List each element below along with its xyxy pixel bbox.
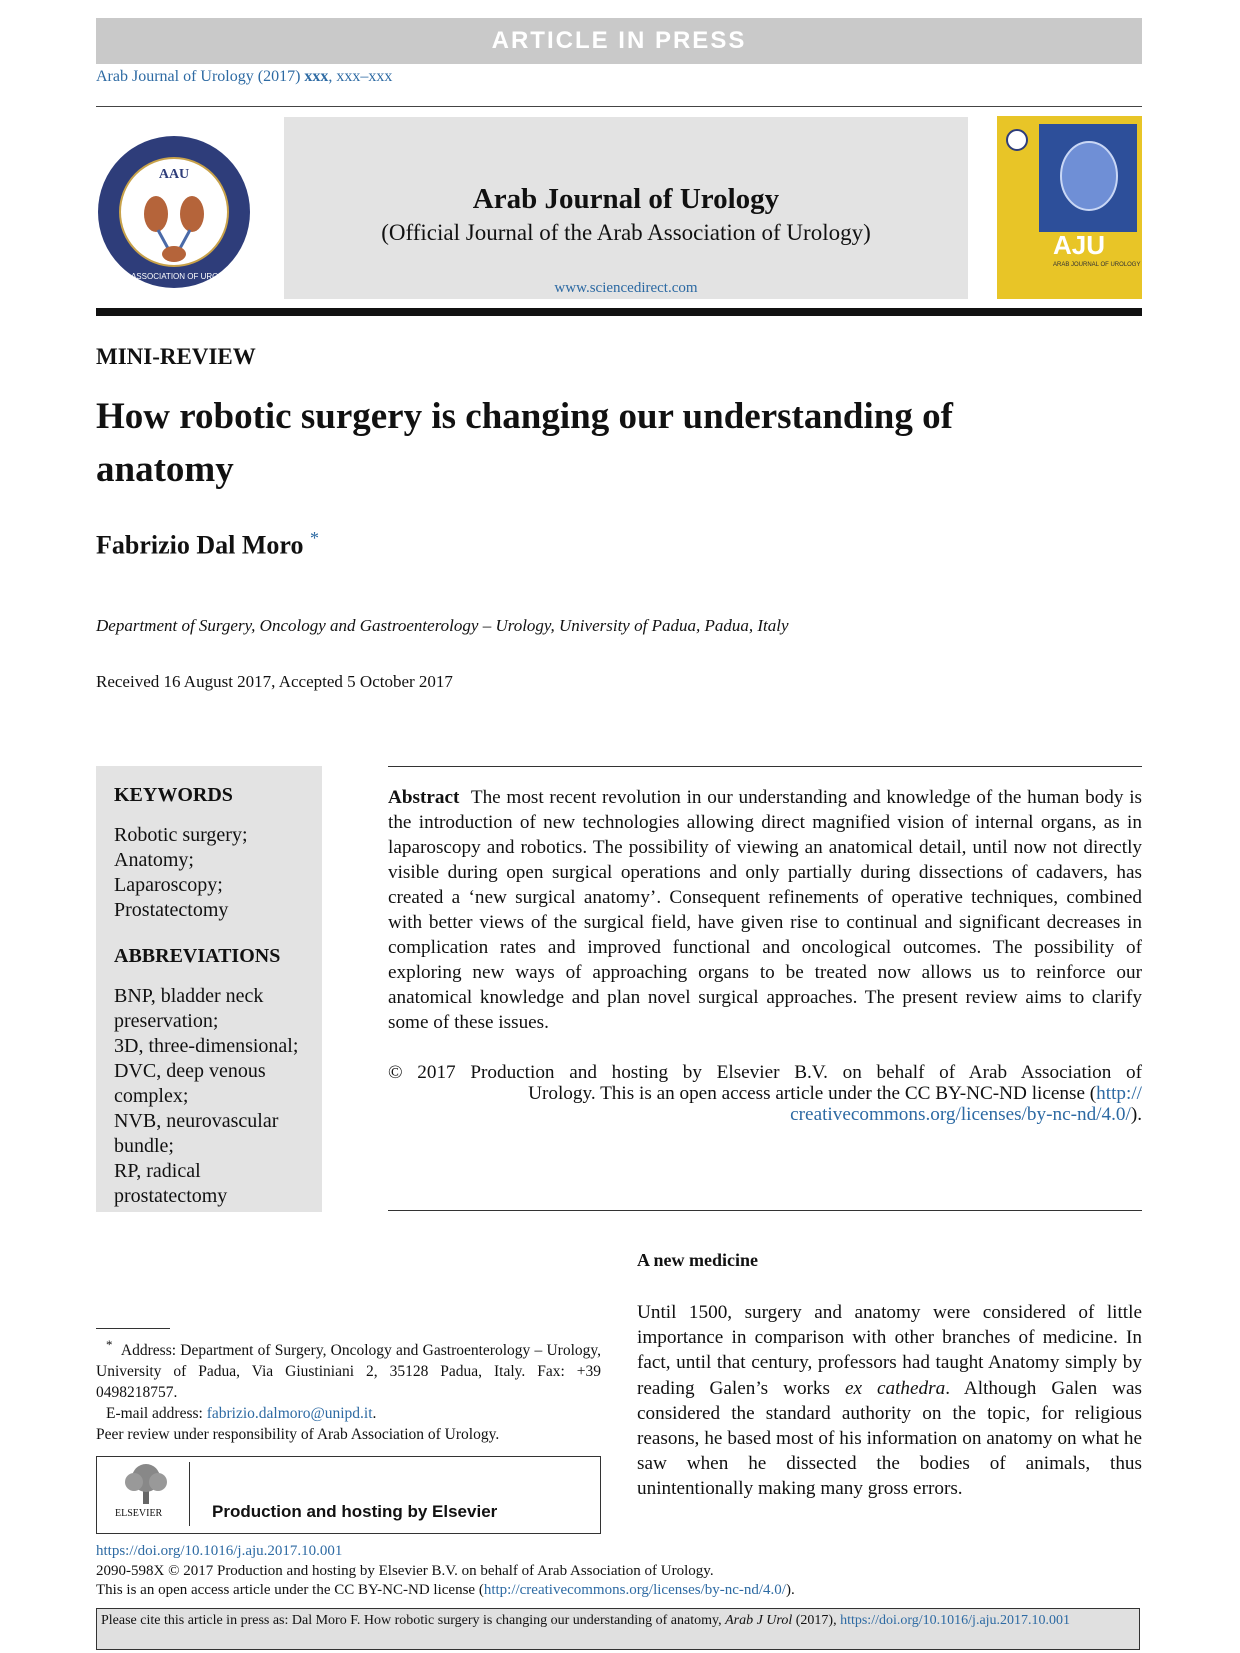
email-link[interactable]: fabrizio.dalmoro@unipd.it — [206, 1405, 373, 1423]
keywords-list — [114, 823, 322, 923]
keywords-heading: KEYWORDS — [114, 784, 233, 806]
cover-subtitle: ARAB JOURNAL OF UROLOGY — [1053, 262, 1141, 268]
cover-aju-label: AJU — [1053, 230, 1106, 260]
peer-review-note: Peer review under responsibility of Arab Association of Urology. — [96, 1426, 500, 1444]
license-line: This is an open access article under the CC BY-NC-ND license (http://creativecommons.org/licenses/by-nc-nd/4.0/). — [96, 1582, 795, 1598]
copyright-line-3: creativecommons.org/licenses/by-nc-nd/4.0/). — [790, 1104, 1142, 1125]
journal-cover — [997, 116, 1142, 299]
logo-ring-text: ARAB ASSOCIATION OF UROLOGY — [107, 272, 241, 281]
abbreviation-line: preservation; — [114, 1010, 219, 1032]
abbreviations-heading: ABBREVIATIONS — [114, 945, 281, 967]
footnote-address: * Address: Department of Surgery, Oncology and Gastroenterology – Urology, University of Padua, Via Giustiniani 2, 35128 Padua, Italy. Fax: +39 0498218757. — [96, 1337, 601, 1402]
license-url[interactable]: http://creativecommons.org/licenses/by-nc-nd/4.0/ — [483, 1582, 786, 1598]
abbreviation-line: bundle; — [114, 1135, 174, 1157]
aau-logo — [96, 134, 252, 290]
sciencedirect-link[interactable]: www.sciencedirect.com — [554, 280, 698, 296]
abbreviation-line: 3D, three-dimensional; — [114, 1035, 299, 1057]
header-thick-rule — [96, 308, 1142, 316]
abbreviation-line: DVC, deep venous — [114, 1060, 266, 1082]
header-rule — [96, 106, 1142, 107]
abbreviation-line: BNP, bladder neck — [114, 985, 264, 1007]
cite-doi-link[interactable]: https://doi.org/10.1016/j.aju.2017.10.001 — [840, 1613, 1071, 1628]
footnote — [96, 1334, 601, 1445]
keyword-item: Robotic surgery; — [114, 824, 248, 846]
copyright-line-2: Urology. This is an open access article under the CC BY-NC-ND license (http:// — [528, 1083, 1142, 1104]
section-body: Until 1500, surgery and anatomy were considered of little importance in comparison with other branches of medicine. In fact, until that century, professors had taught Anatomy simply by reading Galen’s works ex cathedra. Although Galen was considered the standard authority on the topic, for religious reasons, he based most of his information on anatomy on what he saw when he dissected the bodies of animals, thus unintentionally making many gross errors. — [637, 1302, 1142, 1500]
journal-title: Arab Journal of Urology — [472, 183, 780, 215]
abbreviation-line: NVB, neurovascular — [114, 1110, 279, 1132]
keyword-item: Laparoscopy; — [114, 874, 223, 896]
elsevier-production: Production and hosting by Elsevier — [212, 1502, 498, 1521]
citation-line[interactable]: Arab Journal of Urology (2017) xxx, xxx–xxx — [96, 68, 393, 85]
received-accepted-dates: Received 16 August 2017, Accepted 5 October 2017 — [96, 672, 453, 691]
journal-header — [284, 117, 968, 299]
affiliation: Department of Surgery, Oncology and Gastroenterology – Urology, University of Padua, Padua, Italy — [96, 616, 789, 635]
logo-aau-text: AAU — [158, 167, 190, 182]
footnote-email: E-mail address: fabrizio.dalmoro@unipd.it. — [106, 1405, 377, 1423]
keyword-item: Prostatectomy — [114, 899, 229, 921]
article-title: How robotic surgery is changing our understanding of anatomy — [96, 396, 953, 490]
keywords-box — [96, 766, 322, 1212]
author-footnote-mark[interactable]: * — [309, 528, 319, 548]
keyword-item: Anatomy; — [114, 849, 194, 871]
abbreviation-line: RP, radical — [114, 1160, 201, 1182]
author-name: Fabrizio Dal Moro — [96, 530, 304, 560]
abstract — [388, 785, 1142, 1035]
license-link-a[interactable]: http:// — [1096, 1083, 1142, 1104]
abbreviations-list — [114, 984, 322, 1209]
abstract-label: Abstract — [388, 787, 460, 808]
doi-link[interactable]: https://doi.org/10.1016/j.aju.2017.10.001 — [96, 1543, 343, 1559]
journal-subtitle: (Official Journal of the Arab Association of Urology) — [381, 220, 871, 245]
abstract-bottom-rule — [388, 1210, 1142, 1211]
copyright-line-1: © 2017 Production and hosting by Elsevier B.V. on behalf of Arab Association of — [388, 1062, 1142, 1083]
latin-phrase: ex cathedra — [844, 1377, 946, 1399]
elsevier-tree-icon — [118, 1462, 174, 1506]
cover-art — [997, 116, 1142, 299]
abstract-copyright — [388, 1062, 1142, 1125]
abbreviation-line: prostatectomy — [114, 1185, 228, 1207]
article-type: MINI-REVIEW — [96, 344, 256, 369]
license-link-b[interactable]: creativecommons.org/licenses/by-nc-nd/4.0/ — [790, 1104, 1131, 1125]
article-in-press-banner: ARTICLE IN PRESS — [96, 18, 1142, 64]
abbreviation-line: complex; — [114, 1085, 189, 1107]
cite-this-article-box: Please cite this article in press as: Dal Moro F. How robotic surgery is changing our understanding of anatomy, Arab J Urol (2017), https://doi.org/10.1016/j.aju.2017.10.001 — [96, 1608, 1140, 1650]
abstract-text: The most recent revolution in our understanding and knowledge of the human body is the introduction of new technologies allowing direct magnified vision of internal organs, as in laparoscopy and robotics. The possibility of viewing an anatomical detail, until now not directly visible during open surgical operations and only partially during dissections of cadavers, has created a ‘new surgical anatomy’. Consequent refinements of operative techniques, combined with better views of the surgical field, have given rise to continual and significant decreases in complication rates and improved functional and oncological outcomes. The possibility of exploring new ways of approaching organs to be treated now allows us to reinforce our anatomical knowledge and plan novel surgical approaches. The present review aims to clarify some of these issues. — [388, 787, 1142, 1033]
abstract-top-rule — [388, 766, 1142, 767]
elsevier-divider — [189, 1462, 190, 1526]
elsevier-logo-text: ELSEVIER — [115, 1508, 163, 1519]
issn-line: 2090-598X © 2017 Production and hosting by Elsevier B.V. on behalf of Arab Association of Urology. — [96, 1563, 714, 1579]
footnote-rule — [96, 1328, 170, 1329]
author — [96, 528, 319, 561]
section-heading: A new medicine — [637, 1250, 758, 1270]
